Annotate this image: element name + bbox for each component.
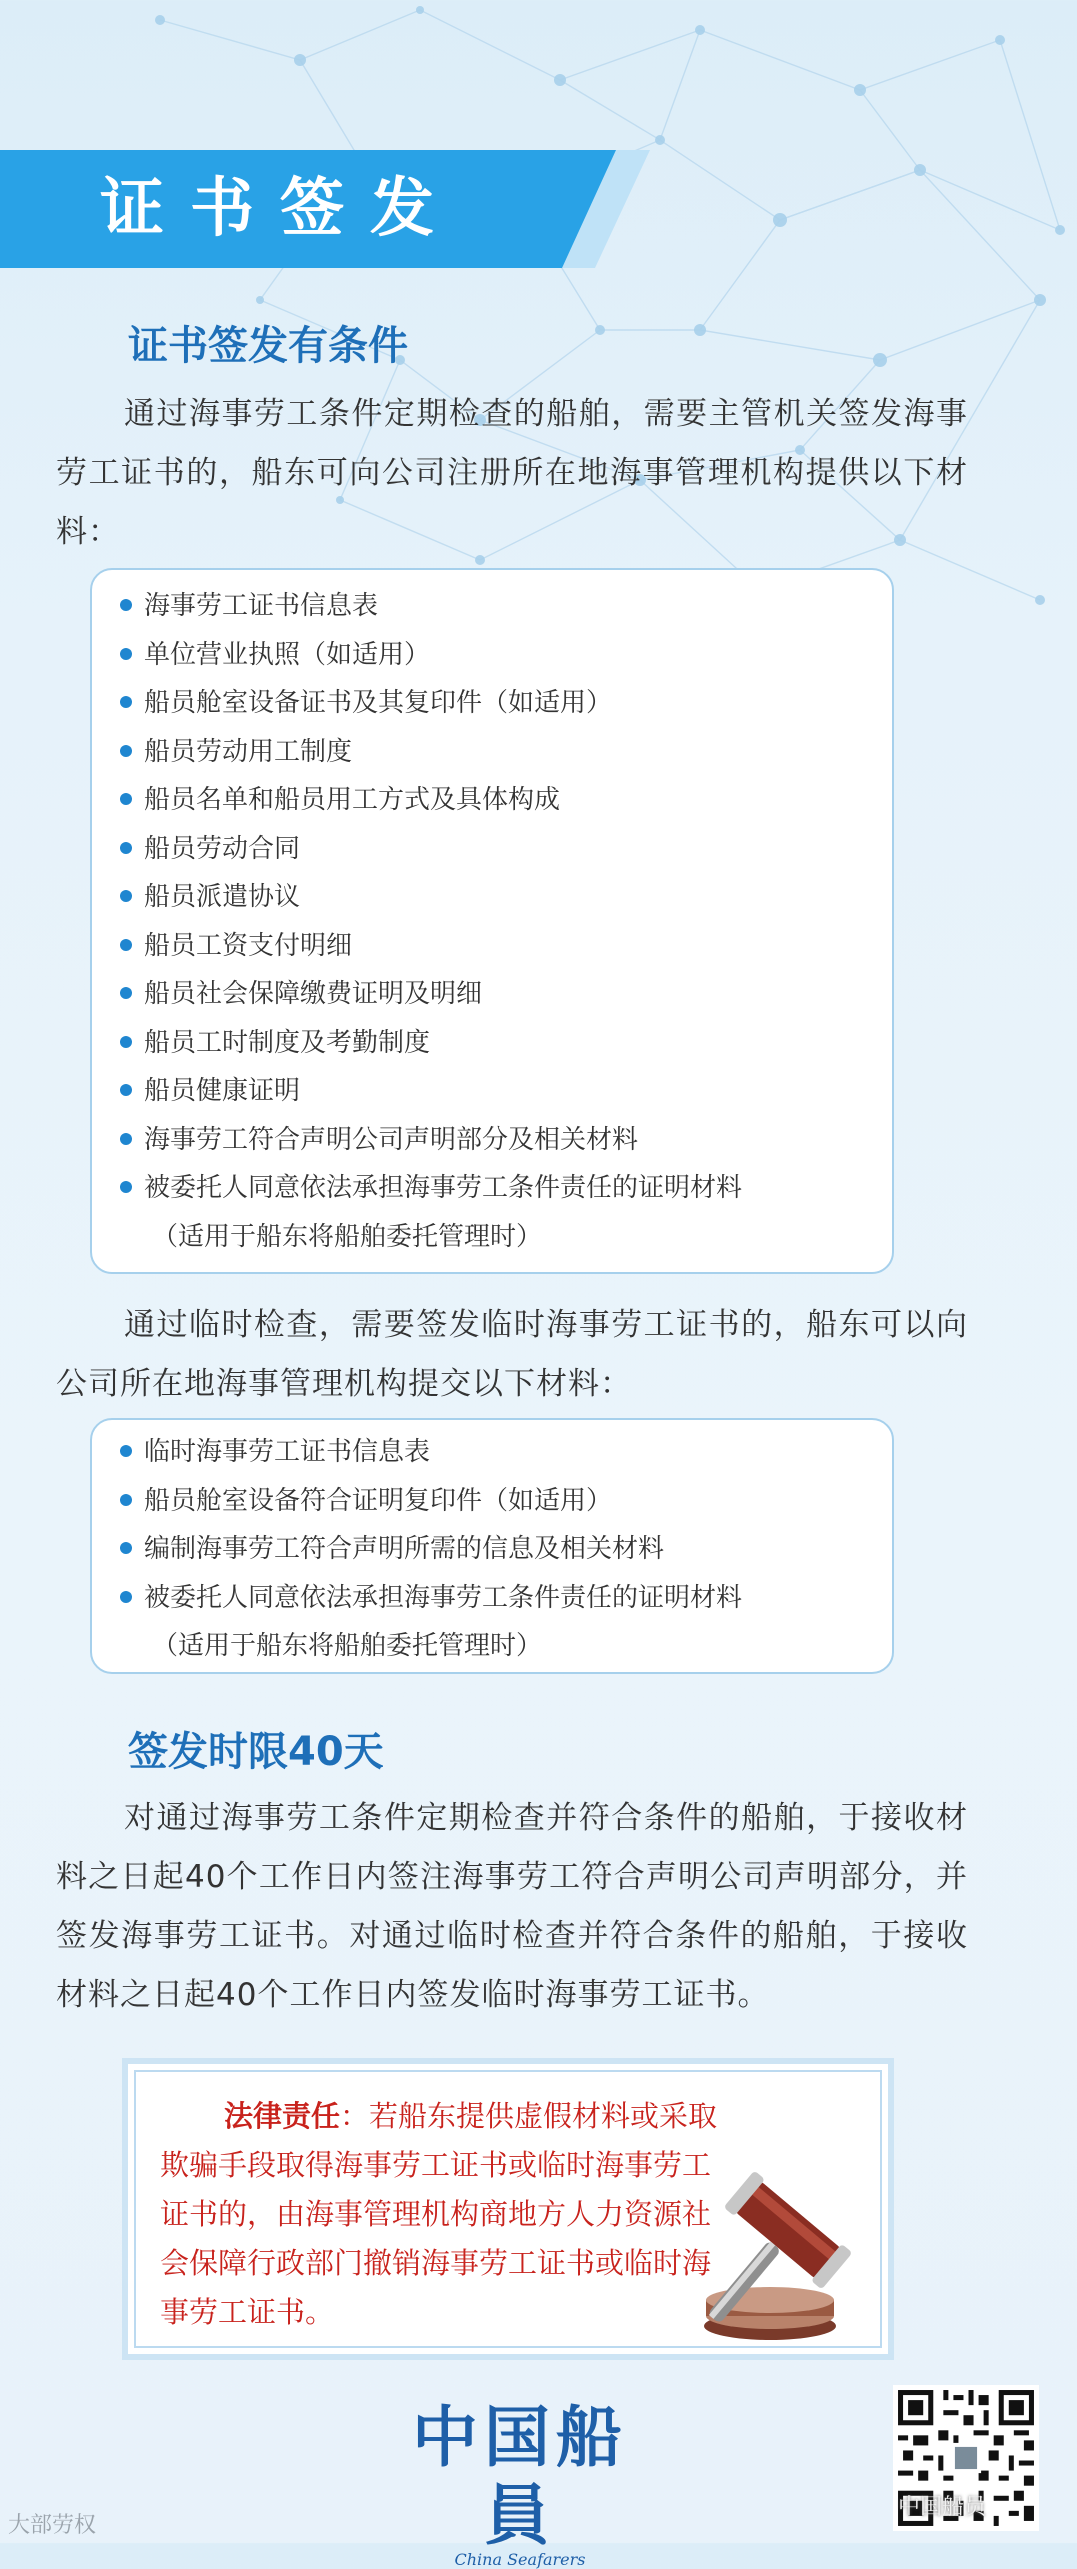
legal-liability-box [122, 2058, 894, 2360]
list-item: 海事劳工符合声明公司声明部分及相关材料 [106, 1116, 872, 1165]
section-heading-time-limit: 签发时限40天 [128, 1729, 384, 1775]
gavel-icon [698, 2150, 894, 2350]
bullet-icon [120, 842, 132, 854]
materials-list-box [90, 568, 894, 1274]
list-item: 船员派遣协议 [106, 873, 872, 922]
bullet-icon [120, 1591, 132, 1603]
list-item: 船员舱室设备符合证明复印件（如适用） [106, 1477, 872, 1526]
watermark-left: 大部劳权 [8, 2513, 97, 2538]
legal-label: 法律责任 [224, 2099, 341, 2133]
section2-intro: 通过临时检查，需要签发临时海事劳工证书的，船东可以向公司所在地海事管理机构提交以下材料： [56, 1307, 968, 1402]
bullet-icon [120, 1036, 132, 1048]
bullet-icon [120, 1494, 132, 1506]
bullet-icon [120, 890, 132, 902]
bullet-icon [120, 1445, 132, 1457]
bullet-icon [120, 1133, 132, 1145]
list-item: 船员工时制度及考勤制度 [106, 1019, 872, 1068]
list-item: 被委托人同意依法承担海事劳工条件责任的证明材料 （适用于船东将船舶委托管理时） [106, 1574, 872, 1671]
watermark-right: 中国船员 [898, 2495, 987, 2520]
bullet-icon [120, 745, 132, 757]
list-item-note: （适用于船东将船舶委托管理时） [152, 1221, 543, 1252]
list-item: 编制海事劳工符合声明所需的信息及相关材料 [106, 1525, 872, 1574]
page-title: 证书签发 [100, 172, 460, 246]
legal-description: ：若船东提供虚假材料或采取欺骗手段取得海事劳工证书或临时海事劳工证书的，由海事管理机构商地方人力资源社会保障行政部门撤销海事劳工证书或临时海事劳工证书。 [160, 2099, 718, 2329]
bullet-icon [120, 1084, 132, 1096]
list-item: 船员劳动合同 [106, 825, 872, 874]
bullet-icon [120, 1542, 132, 1554]
bullet-icon [120, 793, 132, 805]
bullet-icon [120, 599, 132, 611]
section-heading-conditions: 证书签发有条件 [128, 323, 408, 369]
logo-english: China Seafarers [454, 2550, 586, 2569]
list-item: 船员名单和船员用工方式及具体构成 [106, 776, 872, 825]
bullet-icon [120, 1181, 132, 1193]
bullet-icon [120, 939, 132, 951]
list-item: 船员健康证明 [106, 1067, 872, 1116]
bullet-icon [120, 696, 132, 708]
list-item: 船员社会保障缴费证明及明细 [106, 970, 872, 1019]
temporary-materials-box [90, 1418, 894, 1674]
china-seafarers-logo [380, 2398, 660, 2569]
section1-intro: 通过海事劳工条件定期检查的船舶，需要主管机关签发海事劳工证书的，船东可向公司注册所在地海事管理机构提供以下材料： [56, 396, 968, 550]
bullet-icon [120, 987, 132, 999]
list-item: 海事劳工证书信息表 [106, 582, 872, 631]
list-item: 船员工资支付明细 [106, 922, 872, 971]
list-item: 单位营业执照（如适用） [106, 631, 872, 680]
list-item: 船员劳动用工制度 [106, 728, 872, 777]
legal-text [160, 2092, 720, 2337]
bullet-icon [120, 648, 132, 660]
section3-body: 对通过海事劳工条件定期检查并符合条件的船舶，于接收材料之日起40个工作日内签注海事劳工符合声明公司声明部分，并签发海事劳工证书。对通过临时检查并符合条件的船舶，于接收材料之日起40个工作日内签发临时海事劳工证书。 [56, 1800, 968, 2013]
logo-chinese: 中国船員 [412, 2398, 628, 2554]
list-item: 被委托人同意依法承担海事劳工条件责任的证明材料 （适用于船东将船舶委托管理时） [106, 1164, 872, 1261]
list-item: 船员舱室设备证书及其复印件（如适用） [106, 679, 872, 728]
list-item-note: （适用于船东将船舶委托管理时） [152, 1631, 543, 1661]
list-item: 临时海事劳工证书信息表 [106, 1428, 872, 1477]
